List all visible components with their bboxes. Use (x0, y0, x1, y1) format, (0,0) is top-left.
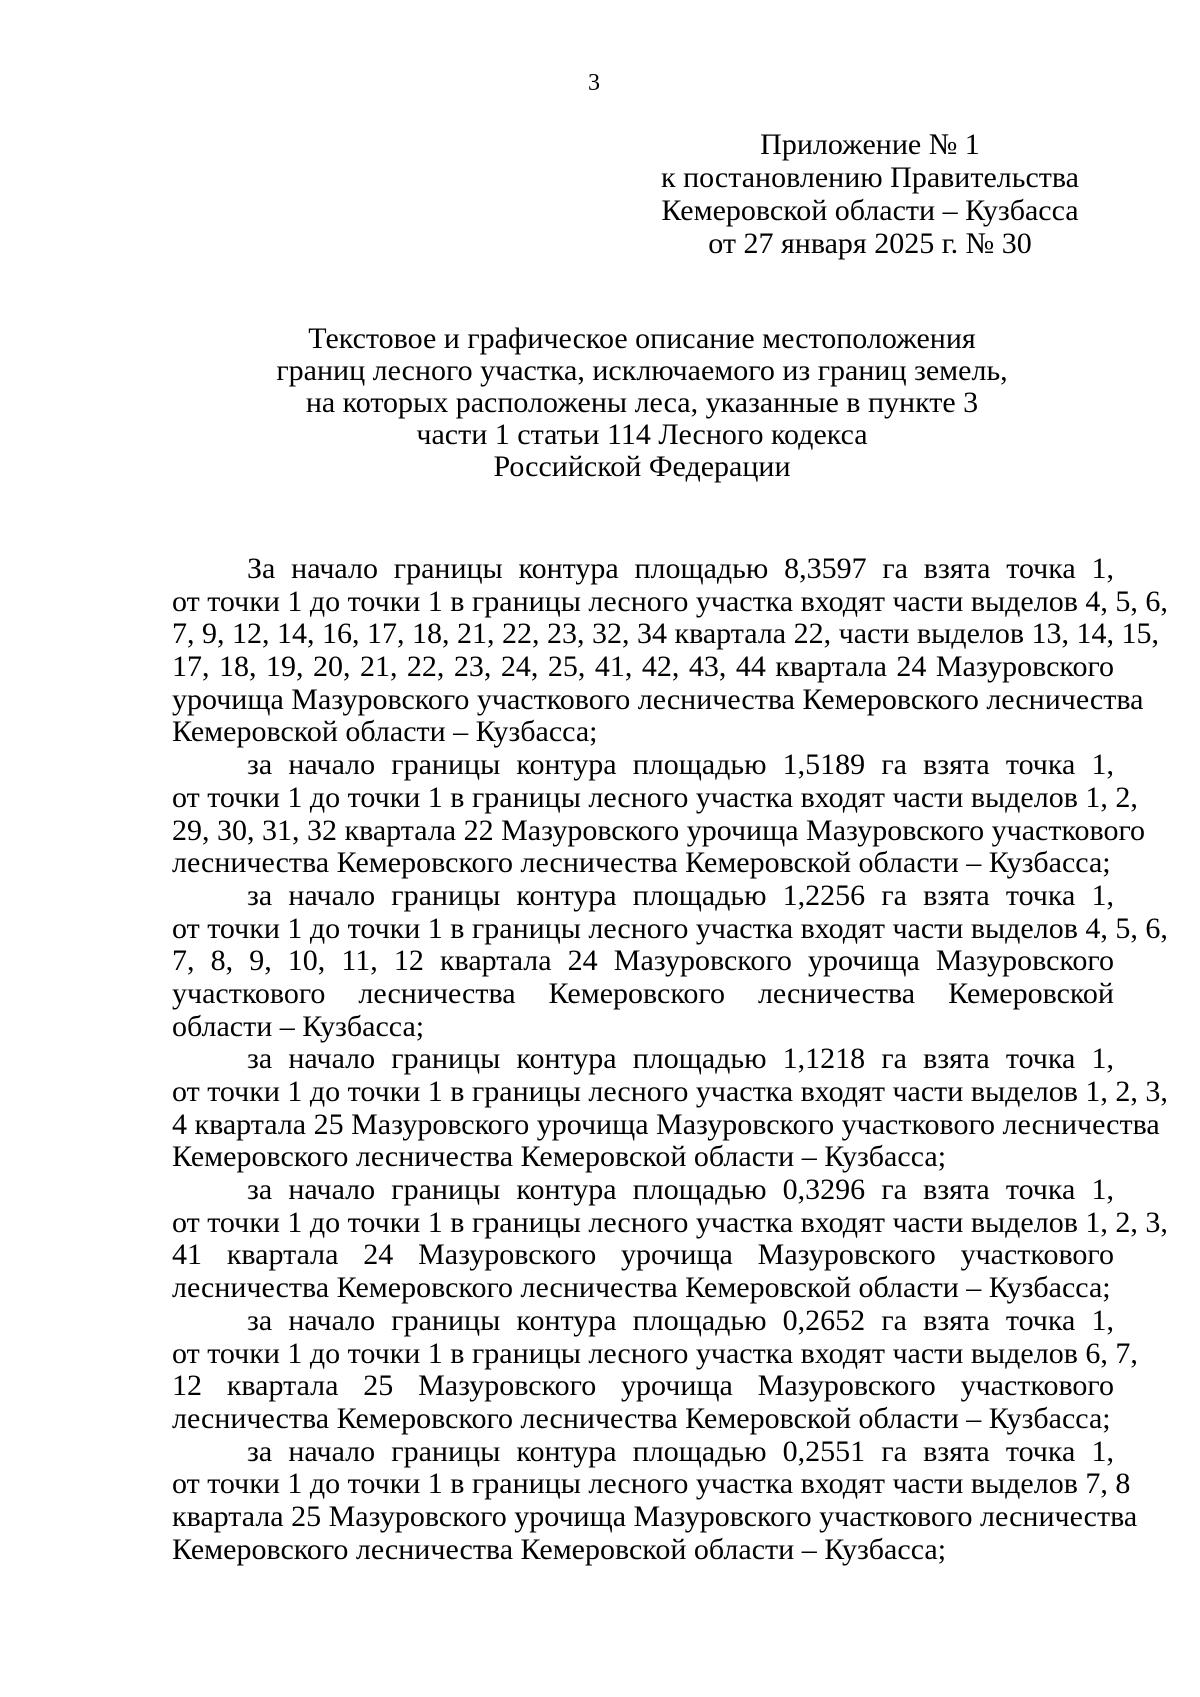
paragraph-line: Кемеровской области – Кузбасса; (172, 715, 598, 749)
contour-paragraph (172, 748, 1146, 880)
page-number: 3 (588, 70, 600, 96)
paragraph-line: 7, 8, 9, 10, 11, 12 квартала 24 Мазуровского урочища Мазуровского (172, 944, 1114, 978)
paragraph-line: Кемеровского лесничества Кемеровской области – Кузбасса; (172, 1532, 947, 1566)
contour-paragraph (172, 1173, 1168, 1305)
title-line: границ лесного участка, исключаемого из границ земель, (276, 354, 1008, 387)
contour-paragraph (172, 1303, 1138, 1436)
paragraph-line: за начало границы контура площадью 0,2551 га взята точка 1, (247, 1434, 1114, 1468)
paragraph-line: 29, 30, 31, 32 квартала 22 Мазуровского урочища Мазуровского участкового (172, 813, 1146, 847)
document-body (172, 552, 1168, 1566)
paragraph-line: за начало границы контура площадью 1,2256 га взята точка 1, (247, 878, 1114, 912)
paragraph-line: от точки 1 до точки 1 в границы лесного участка входят части выделов 4, 5, 6, (172, 911, 1168, 945)
paragraph-line: за начало границы контура площадью 0,2652 га взята точка 1, (247, 1303, 1114, 1337)
paragraph-line: 41 квартала 24 Мазуровского урочища Мазуровского участкового (172, 1238, 1114, 1272)
paragraph-line: 7, 9, 12, 14, 16, 17, 18, 21, 22, 23, 32, 34 квартала 22, части выделов 13, 14, 15, (172, 617, 1160, 651)
contour-paragraph (172, 878, 1168, 1043)
paragraph-line: от точки 1 до точки 1 в границы лесного участка входят части выделов 1, 2, 3, (172, 1075, 1168, 1108)
appendix-line: Приложение № 1 (760, 128, 980, 161)
paragraph-line: лесничества Кемеровского лесничества Кемеровской области – Кузбасса; (172, 846, 1111, 880)
paragraph-line: квартала 25 Мазуровского урочища Мазуровского участкового лесничества (172, 1499, 1138, 1533)
paragraph-line: области – Кузбасса; (172, 1009, 425, 1043)
title-line: на которых расположены леса, указанные в пункте 3 (305, 386, 979, 419)
paragraph-line: Кемеровского лесничества Кемеровской области – Кузбасса; (172, 1140, 947, 1174)
paragraph-line: за начало границы контура площадью 0,3296 га взята точка 1, (247, 1173, 1114, 1207)
appendix-line: Кемеровской области – Кузбасса (661, 194, 1079, 227)
appendix-header (600, 128, 1140, 260)
paragraph-line: от точки 1 до точки 1 в границы лесного участка входят части выделов 6, 7, (172, 1336, 1138, 1370)
paragraph-line: лесничества Кемеровского лесничества Кемеровской области – Кузбасса; (172, 1401, 1111, 1435)
contour-paragraph (172, 552, 1168, 749)
title-line: Российской Федерации (493, 450, 791, 483)
contour-paragraph (172, 1042, 1168, 1174)
appendix-line: от 27 января 2025 г. № 30 (708, 227, 1032, 260)
appendix-line: к постановлению Правительства (661, 161, 1079, 194)
paragraph-line: от точки 1 до точки 1 в границы лесного участка входят части выделов 7, 8 (172, 1467, 1131, 1501)
title-line: части 1 статьи 114 Лесного кодекса (416, 418, 868, 451)
paragraph-line: от точки 1 до точки 1 в границы лесного участка входят части выделов 1, 2, (172, 780, 1138, 814)
paragraph-line: от точки 1 до точки 1 в границы лесного участка входят части выделов 1, 2, 3, (172, 1205, 1168, 1239)
document-title (170, 323, 1114, 483)
paragraph-line: За начало границы контура площадью 8,3597 га взята точка 1, (247, 552, 1114, 585)
paragraph-line: от точки 1 до точки 1 в границы лесного участка входят части выделов 4, 5, 6, (172, 584, 1168, 618)
paragraph-line: 12 квартала 25 Мазуровского урочища Мазуровского участкового (172, 1369, 1114, 1403)
contour-paragraph (172, 1434, 1138, 1567)
paragraph-line: 4 квартала 25 Мазуровского урочища Мазуровского участкового лесничества (172, 1107, 1160, 1141)
title-line: Текстовое и графическое описание местоположения (308, 322, 976, 355)
paragraph-line: 17, 18, 19, 20, 21, 22, 23, 24, 25, 41, 42, 43, 44 квартала 24 Мазуровского (172, 650, 1114, 684)
paragraph-line: лесничества Кемеровского лесничества Кемеровской области – Кузбасса; (172, 1271, 1111, 1305)
paragraph-line: урочища Мазуровского участкового лесничества Кемеровского лесничества (172, 682, 1144, 716)
paragraph-line: за начало границы контура площадью 1,5189 га взята точка 1, (247, 748, 1114, 782)
paragraph-line: за начало границы контура площадью 1,1218 га взята точка 1, (247, 1042, 1114, 1076)
paragraph-line: участкового лесничества Кемеровского лесничества Кемеровской (172, 976, 1114, 1010)
